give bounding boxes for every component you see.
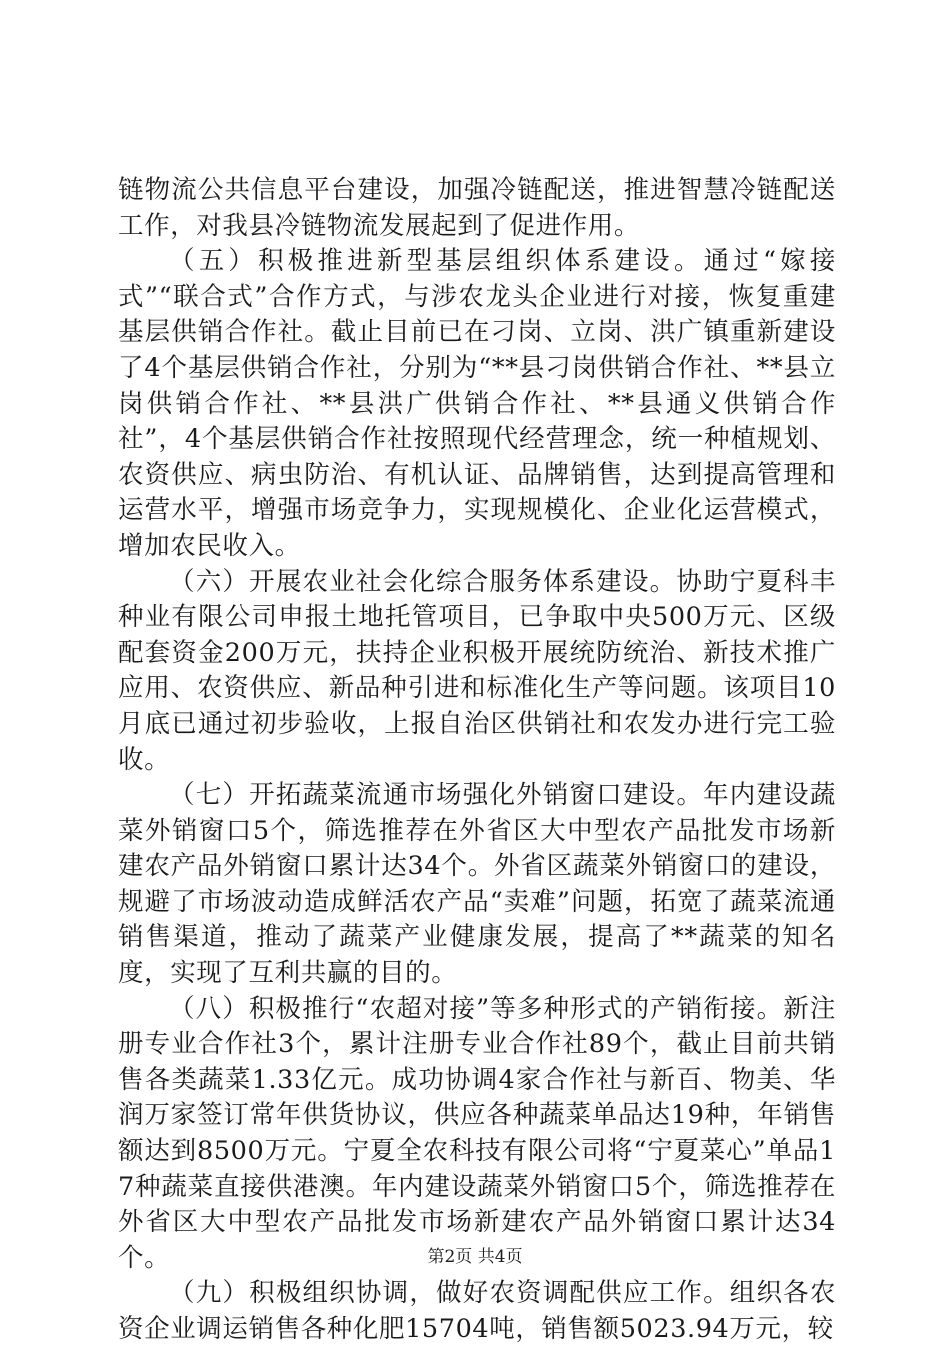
document-body [118, 173, 836, 1348]
paragraph-section-9: （九）积极组织协调，做好农资调配供应工作。组织各农资企业调运销售各种化肥15704吨，销售额5023.94万元，较 [118, 1278, 836, 1344]
paragraph-section-7: （七）开拓蔬菜流通市场强化外销窗口建设。年内建设蔬菜外销窗口5个，筛选推荐在外省区大中型农产品批发市场新建农产品外销窗口累计达34个。外省区蔬菜外销窗口的建设，规避了市场波动造成鲜活农产品“卖难”问题，拓宽了蔬菜流通销售渠道，推动了蔬菜产业健康发展，提高了**蔬菜的知名度，实现了互利共赢的目的。 [118, 780, 836, 989]
paragraph-continuation: 链物流公共信息平台建设，加强冷链配送，推进智慧冷链配送工作，对我县冷链物流发展起到了促进作用。 [118, 175, 836, 241]
page-number-footer: 第2页 共4页 [427, 1247, 523, 1267]
paragraph-section-6: （六）开展农业社会化综合服务体系建设。协助宁夏科丰种业有限公司申报土地托管项目，已争取中央500万元、区级配套资金200万元，扶持企业积极开展统防统治、新技术推广应用、农资供应、新品种引进和标准化生产等问题。该项目10月底已通过初步验收，上报自治区供销社和农发办进行完工验收。 [118, 566, 836, 775]
paragraph-section-8: （八）积极推行“农超对接”等多种形式的产销衔接。新注册专业合作社3个，累计注册专业合作社89个，截止目前共销售各类蔬菜1.33亿元。成功协调4家合作社与新百、物美、华润万家签订常年供货协议，供应各种蔬菜单品达19种，年销售额达到8500万元。宁夏全农科技有限公司将“宁夏菜心”单品17种蔬菜直接供港澳。年内建设蔬菜外销窗口5个，筛选推荐在外省区大中型农产品批发市场新建农产品外销窗口累计达34个。 [118, 993, 836, 1273]
paragraph-section-5: （五）积极推进新型基层组织体系建设。通过“嫁接式”“联合式”合作方式，与涉农龙头企业进行对接，恢复重建基层供销合作社。截止目前已在刁岗、立岗、洪广镇重新建设了4个基层供销合作社，分别为“**县刁岗供销合作社、**县立岗供销合作社、**县洪广供销合作社、**县通义供销合作社”，4个基层供销合作社按照现代经营理念，统一种植规划、农资供应、病虫防治、有机认证、品牌销售，达到提高管理和运营水平，增强市场竞争力，实现规模化、企业化运营模式，增加农民收入。 [118, 246, 836, 561]
